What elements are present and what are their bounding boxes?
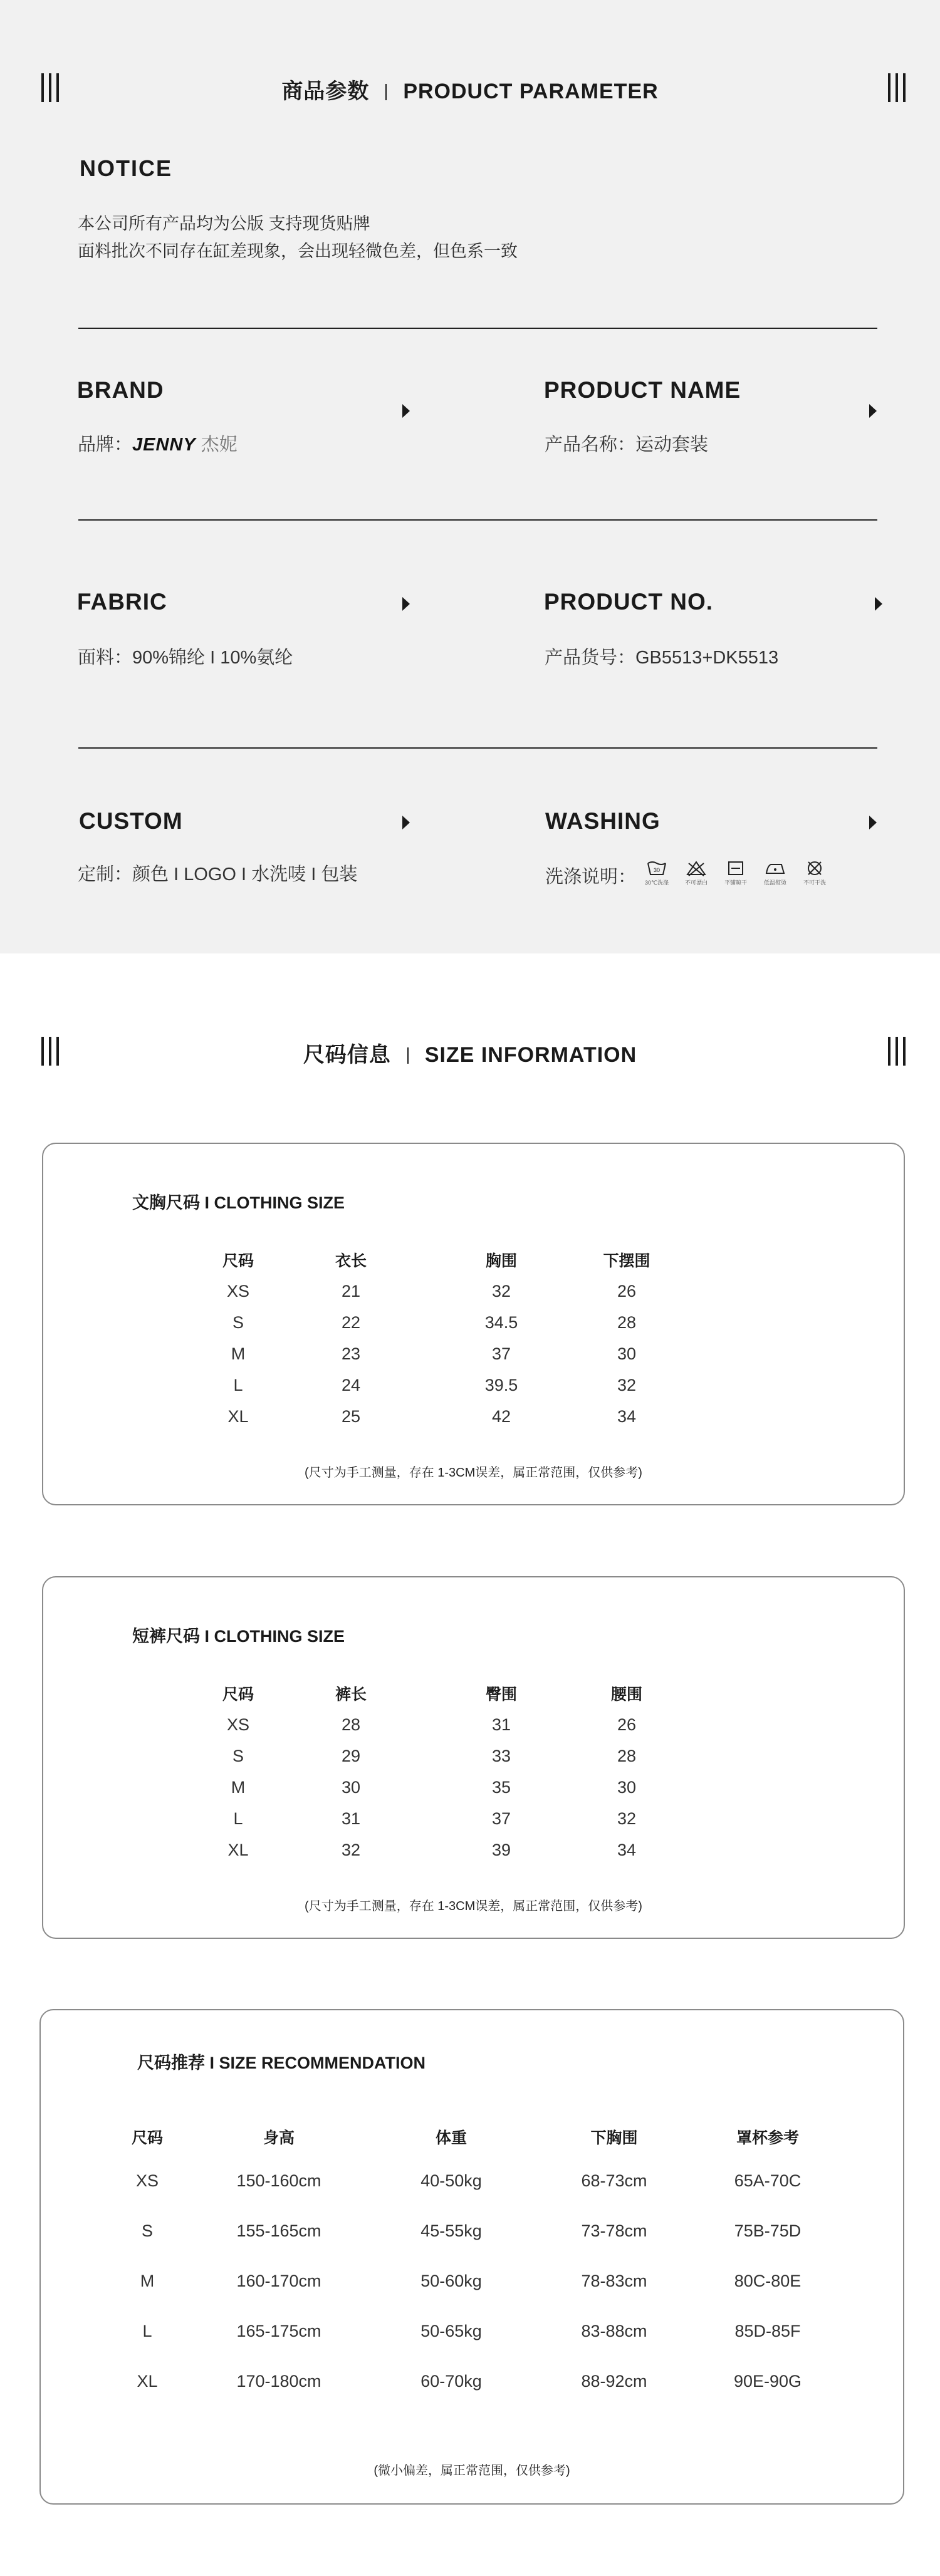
table-header: 尺码 [131,2129,163,2147]
table-cell: 155-165cm [236,2221,321,2240]
table-row [197,1709,674,1740]
table-row [197,1275,674,1307]
table-cell: M [140,2271,155,2290]
table-cell: 60-70kg [420,2371,482,2391]
table-header-row [110,2118,837,2156]
table-cell: 25 [341,1406,361,1426]
table-cell: 35 [491,1777,511,1797]
size-card-shorts [42,1576,905,1939]
no-dry-clean-caption: 不可干洗 [803,880,826,886]
wash-30-caption: 30℃洗涤 [644,880,669,886]
table-header: 下摆围 [603,1252,650,1270]
table-header: 胸围 [485,1252,517,1270]
fabric-arrow-icon [402,597,410,611]
notice-text [78,210,518,265]
table-header: 罩杯参考 [736,2129,799,2147]
table-cell: 65A-70C [734,2171,802,2190]
washing-label: 洗涤说明： [545,867,637,887]
table-row [197,1772,674,1803]
table-cell: S [232,1746,244,1765]
table-cell: 78-83cm [581,2271,647,2290]
table-cell: 42 [491,1406,511,1426]
heading-en: PRODUCT PARAMETER [403,80,659,103]
table-cell: XS [226,1715,250,1734]
fabric-text: 面料：90%锦纶 I 10%氨纶 [78,648,293,668]
table-cell: M [231,1777,246,1797]
product-no-title: PRODUCT NO. [544,589,713,615]
table-header: 衣长 [335,1252,367,1270]
notice-line-1: 本公司所有产品均为公版 支持现货贴牌 [78,214,370,233]
size-table-bra [197,1244,674,1432]
table-row [197,1338,674,1369]
heading-cn: 商品参数 [281,80,370,103]
size-card-recommendation [39,2009,904,2505]
table-row [110,2306,837,2356]
brand-logo: JENNY [132,435,196,455]
flat-dry-caption: 平铺晾干 [724,880,747,886]
custom-text: 定制：颜色 I LOGO I 水洗唛 I 包装 [78,865,358,885]
table-cell: 31 [491,1715,511,1734]
custom-title: CUSTOM [79,808,183,834]
product-name-text: 产品名称：运动套装 [545,435,709,455]
brand-name: 杰妮 [201,435,238,455]
table-cell: L [233,1375,243,1394]
table-cell: 170-180cm [236,2371,321,2391]
no-bleach-icon [680,860,713,886]
table-cell: 165-175cm [236,2321,321,2340]
table-cell: 30 [341,1777,361,1797]
washing-arrow-icon [869,816,877,829]
table-cell: 26 [617,1715,637,1734]
table-cell: 21 [341,1281,361,1301]
product-name-arrow-icon [869,404,877,418]
table-cell: XL [137,2371,158,2391]
custom-arrow-icon [402,816,410,829]
table-header: 尺码 [222,1686,254,1703]
table-cell: 39.5 [484,1375,518,1394]
table-cell: 83-88cm [581,2321,647,2340]
table-row [197,1803,674,1834]
table-row [197,1369,674,1401]
table-cell: 24 [341,1375,361,1394]
table-cell: 88-92cm [581,2371,647,2391]
table-cell: 75B-75D [734,2221,802,2240]
table-row [197,1307,674,1338]
wash-30-icon [640,860,673,886]
table-cell: 32 [617,1375,637,1394]
table-row [110,2206,837,2256]
brand-title: BRAND [77,377,164,403]
fabric-title: FABRIC [77,589,167,615]
product-no-arrow-icon [875,597,882,611]
table-row [110,2156,837,2206]
table-cell: 29 [341,1746,361,1765]
low-iron-icon [759,860,791,886]
table-header: 身高 [263,2129,295,2147]
table-cell: 80C-80E [734,2271,802,2290]
notice-title: NOTICE [80,155,173,181]
table-row [197,1834,674,1866]
table-cell: S [141,2221,153,2240]
table-header: 尺码 [222,1252,254,1270]
divider-line [78,328,877,329]
table-header: 下胸围 [590,2129,638,2147]
table-cell: 34.5 [484,1312,518,1332]
table-cell: 90E-90G [733,2371,802,2391]
washing-title: WASHING [545,808,661,834]
table-cell: 32 [491,1281,511,1301]
card-note: (尺寸为手工测量，存在 1-3CM误差，属正常范围，仅供参考) [305,1899,642,1913]
table-cell: 30 [617,1344,637,1363]
card-note: (微小偏差，属正常范围，仅供参考) [373,2464,570,2478]
table-cell: L [142,2321,152,2340]
table-cell: XS [226,1281,250,1301]
heading-en: SIZE INFORMATION [424,1043,637,1067]
table-cell: 33 [491,1746,511,1765]
heading-divider [407,1047,409,1064]
table-cell: 85D-85F [734,2321,801,2340]
table-row [197,1401,674,1432]
table-header-row [197,1244,674,1275]
table-cell: 28 [617,1312,637,1332]
table-cell: L [233,1809,243,1828]
table-cell: 34 [617,1840,637,1859]
table-cell: S [232,1312,244,1332]
table-row [110,2256,837,2306]
table-cell: XL [227,1406,249,1426]
table-cell: 45-55kg [420,2221,482,2240]
table-cell: 150-160cm [236,2171,321,2190]
table-cell: 37 [491,1344,511,1363]
table-cell: 37 [491,1809,511,1828]
svg-text:30: 30 [653,867,661,873]
table-row [110,2356,837,2406]
product-no-text: 产品货号：GB5513+DK5513 [545,648,779,668]
table-cell: XL [227,1840,249,1859]
brand-label: 品牌： [78,435,133,455]
table-header-row [197,1678,674,1709]
table-cell: XS [135,2171,159,2190]
table-cell: 32 [617,1809,637,1828]
table-cell: 23 [341,1344,361,1363]
divider-line [78,747,877,749]
no-bleach-caption: 不可漂白 [684,880,708,886]
divider-line [78,519,877,521]
table-cell: 22 [341,1312,361,1332]
table-cell: 34 [617,1406,637,1426]
size-card-bra [42,1143,905,1505]
table-cell: 32 [341,1840,361,1859]
table-header: 体重 [435,2129,467,2147]
card-note: (尺寸为手工测量，存在 1-3CM误差，属正常范围，仅供参考) [305,1466,642,1480]
heading-divider [385,84,387,100]
brand-arrow-icon [402,404,410,418]
table-cell: 40-50kg [420,2171,482,2190]
table-cell: 28 [617,1746,637,1765]
table-cell: 160-170cm [236,2271,321,2290]
table-header: 臀围 [485,1686,517,1703]
table-row [197,1740,674,1772]
table-cell: 50-65kg [420,2321,482,2340]
card-title: 文胸尺码 I CLOTHING SIZE [132,1193,345,1212]
brand-text [78,430,238,456]
table-cell: 28 [341,1715,361,1734]
table-header: 腰围 [610,1686,642,1703]
table-cell: 50-60kg [420,2271,482,2290]
section-heading-size [0,1037,940,1068]
table-cell: M [231,1344,246,1363]
card-title: 尺码推荐 I SIZE RECOMMENDATION [137,2054,426,2072]
size-table-recommendation [110,2118,837,2406]
table-header: 裤长 [335,1686,367,1703]
no-dry-clean-icon [798,860,831,886]
table-cell: 39 [491,1840,511,1859]
table-cell: 68-73cm [581,2171,647,2190]
size-table-shorts [197,1678,674,1866]
notice-line-2: 面料批次不同存在缸差现象，会出现轻微色差，但色系一致 [78,242,518,261]
table-cell: 30 [617,1777,637,1797]
flat-dry-icon [719,860,752,886]
low-iron-caption: 低温熨烫 [763,880,786,886]
section-heading-params [0,74,940,105]
product-name-title: PRODUCT NAME [544,377,741,403]
heading-cn: 尺码信息 [303,1043,391,1067]
card-title: 短裤尺码 I CLOTHING SIZE [132,1627,345,1646]
table-cell: 73-78cm [581,2221,647,2240]
table-cell: 31 [341,1809,361,1828]
table-cell: 26 [617,1281,637,1301]
